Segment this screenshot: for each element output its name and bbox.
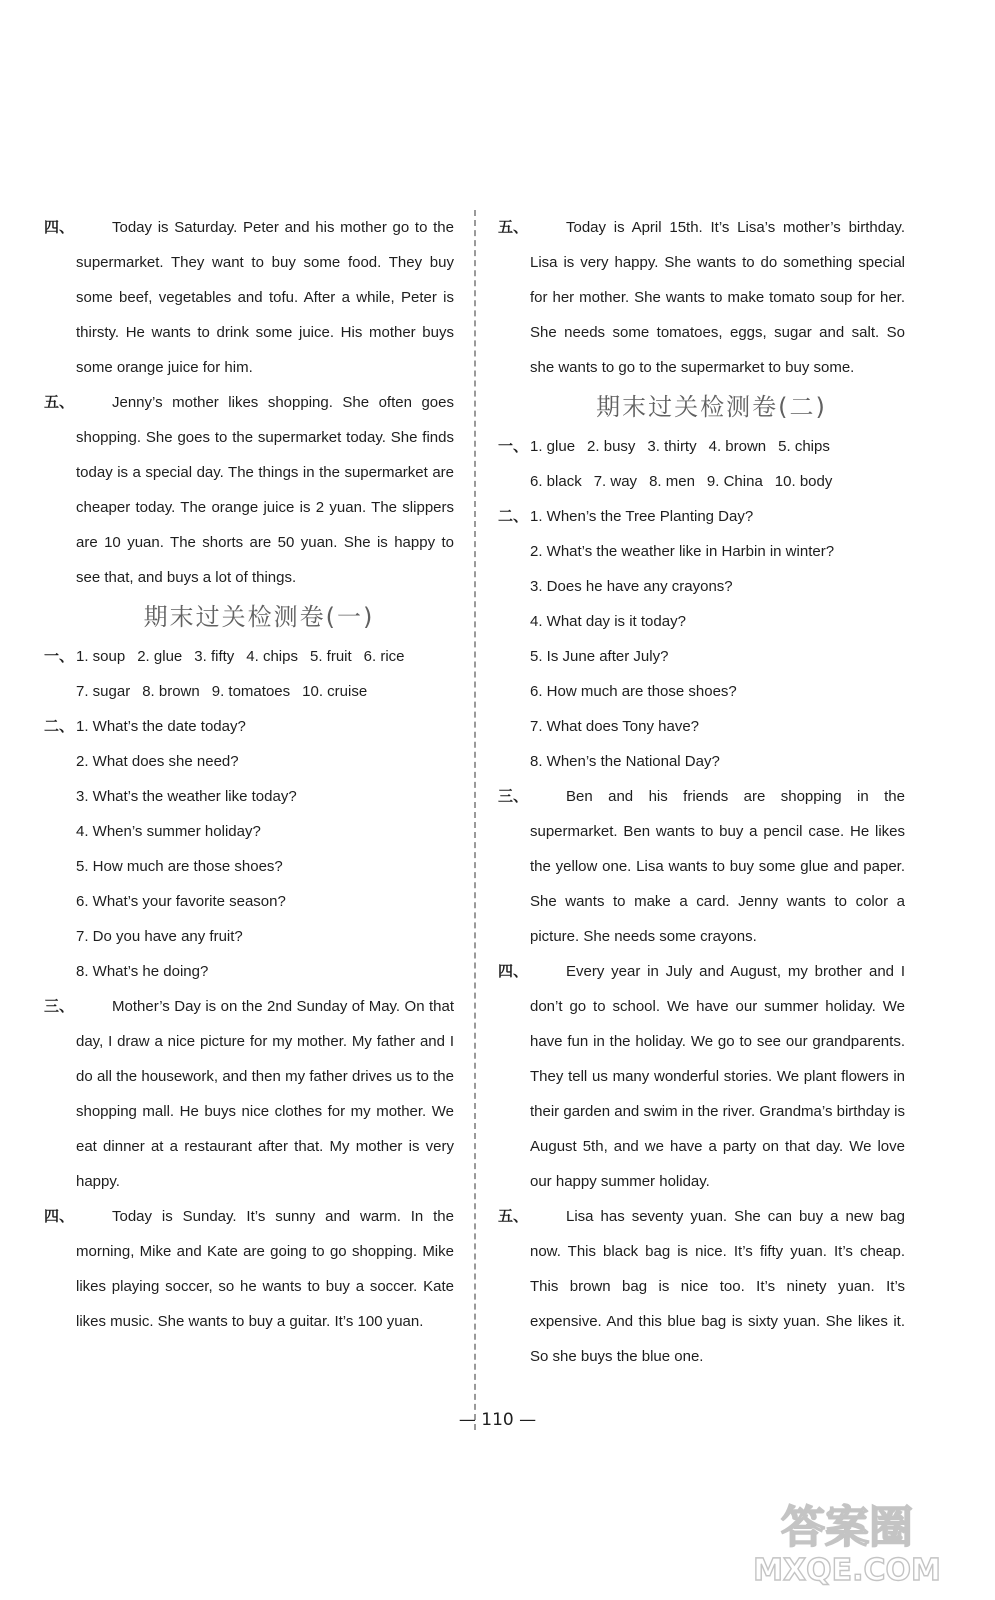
section-mark: 一、: [498, 437, 529, 455]
word-item: 2. glue: [137, 648, 183, 665]
passage-text: Ben and his friends are shopping in the supermarket. Ben wants to buy a pencil case. He likes the yellow one. Lisa wants to buy some glue and paper. She wants to make a card. Jenny wants to color a picture. She needs some crayons.: [530, 788, 905, 945]
passage-text: Jenny’s mother likes shopping. She often goes shopping. She goes to the supermarket today. She finds today is a special day. The things in the supermarket are cheaper today. The orange juice is 2 yuan. The slippers are 10 yuan. The shorts are 50 yuan. She is happy to see that, and buys a lot of things.: [76, 394, 454, 586]
list-item: 6. What’s your favorite season?: [76, 893, 286, 910]
list-item: 5. Is June after July?: [530, 648, 669, 665]
word-item: 2. busy: [587, 438, 636, 455]
word-item: 7. way: [593, 473, 638, 490]
left-q4-passage: [44, 1199, 454, 1339]
word-item: 4. brown: [708, 438, 767, 455]
list-item: 4. When’s summer holiday?: [76, 823, 261, 840]
right-q5-passage: [498, 1199, 905, 1374]
section-mark: 五、: [498, 1207, 529, 1225]
right-q1-vocab: [498, 429, 905, 499]
column-divider: [474, 210, 476, 1430]
passage-text: Today is Sunday. It’s sunny and warm. In the morning, Mike and Kate are going to go shopping. Mike likes playing soccer, so he wants to buy a soccer. Kate likes music. She wants to buy a guitar. It’s 100 yuan.: [76, 1208, 454, 1330]
test-heading-1: 期末过关检测卷(一): [143, 603, 375, 631]
left-q1-vocab: [44, 639, 454, 709]
word-item: 1. glue: [530, 438, 576, 455]
word-item: 5. fruit: [309, 648, 352, 665]
list-item: 8. What’s he doing?: [76, 963, 209, 980]
right-section-5: [498, 210, 905, 385]
list-item: 6. How much are those shoes?: [530, 683, 737, 700]
list-item: 1. What’s the date today?: [76, 718, 246, 735]
list-item: 2. What does she need?: [76, 753, 239, 770]
passage-text: Every year in July and August, my brother and I don’t go to school. We have our summer holiday. We have fun in the holiday. We go to see our grandparents. They tell us many wonderful stories. We plant flowers in their garden and swim in the river. Grandma’s birthday is August 5th, and we have a party on that day. We love our happy summer holiday.: [530, 963, 905, 1190]
word-row: [530, 464, 905, 499]
test-heading-2: 期末过关检测卷(二): [596, 393, 827, 421]
word-item: 3. thirty: [647, 438, 697, 455]
list-item: 4. What day is it today?: [530, 613, 686, 630]
right-q3-passage: [498, 779, 905, 954]
section-mark: 三、: [498, 787, 529, 805]
list-item: 3. What’s the weather like today?: [76, 788, 297, 805]
word-row: [530, 429, 905, 464]
left-section-5: [44, 385, 454, 595]
section-mark: 四、: [44, 1207, 75, 1225]
word-item: 4. chips: [246, 648, 298, 665]
passage-text: Lisa has seventy yuan. She can buy a new bag now. This black bag is nice. It’s fifty yuan. It’s cheap. This brown bag is nice too. It’s ninety yuan. It’s expensive. And this blue bag is sixty yuan. She likes it. So she buys the blue one.: [530, 1208, 905, 1365]
word-item: 6. rice: [363, 648, 405, 665]
watermark-bottom: MXQE.COM: [753, 1553, 941, 1586]
passage-text: Today is Saturday. Peter and his mother go to the supermarket. They want to buy some food. They buy some beef, vegetables and tofu. After a while, Peter is thirsty. He wants to drink some juice. His mother buys some orange juice for him.: [76, 219, 454, 376]
word-item: 6. black: [530, 473, 582, 490]
left-section-4: [44, 210, 454, 385]
word-item: 10. body: [774, 473, 833, 490]
right-q4-passage: [498, 954, 905, 1199]
left-q3-passage: [44, 989, 454, 1199]
section-mark: 五、: [498, 218, 529, 236]
section-mark: 一、: [44, 647, 75, 665]
left-column: [44, 210, 454, 1339]
list-item: 1. When’s the Tree Planting Day?: [530, 508, 754, 525]
word-item: 8. brown: [142, 683, 200, 700]
section-mark: 三、: [44, 997, 75, 1015]
word-item: 3. fifty: [194, 648, 235, 665]
word-item: 10. cruise: [302, 683, 368, 700]
passage-text: Today is April 15th. It’s Lisa’s mother’s birthday. Lisa is very happy. She wants to do something special for her mother. She wants to make tomato soup for her. She needs some tomatoes, eggs, sugar and salt. So she wants to go to the supermarket to buy some.: [530, 219, 905, 376]
list-item: 5. How much are those shoes?: [76, 858, 283, 875]
word-item: 5. chips: [778, 438, 830, 455]
word-item: 8. men: [649, 473, 695, 490]
section-mark: 四、: [498, 962, 529, 980]
list-item: 3. Does he have any crayons?: [530, 578, 733, 595]
left-q2-questions: [44, 709, 454, 989]
watermark-top: 答案圈: [781, 1502, 913, 1553]
section-mark: 二、: [498, 507, 529, 525]
right-q2-questions: [498, 499, 905, 779]
word-row: [76, 674, 454, 709]
answer-circle-logo-icon: [727, 1494, 967, 1586]
right-column: [498, 210, 905, 1374]
word-item: 7. sugar: [76, 683, 131, 700]
list-item: 8. When’s the National Day?: [530, 753, 720, 770]
word-item: 9. China: [706, 473, 763, 490]
word-item: 9. tomatoes: [211, 683, 291, 700]
section-mark: 五、: [44, 393, 75, 411]
section-mark: 四、: [44, 218, 75, 236]
word-item: 1. soup: [76, 648, 126, 665]
passage-text: Mother’s Day is on the 2nd Sunday of May. On that day, I draw a nice picture for my mother. My father and I do all the housework, and then my father drives us to the shopping mall. He buys nice clothes for my mother. We eat dinner at a restaurant after that. My mother is very happy.: [76, 998, 454, 1190]
section-mark: 二、: [44, 717, 75, 735]
page-number: — 110 —: [458, 1410, 537, 1430]
list-item: 7. Do you have any fruit?: [76, 928, 243, 945]
list-item: 7. What does Tony have?: [530, 718, 699, 735]
word-row: [76, 639, 454, 674]
list-item: 2. What’s the weather like in Harbin in winter?: [530, 543, 835, 560]
